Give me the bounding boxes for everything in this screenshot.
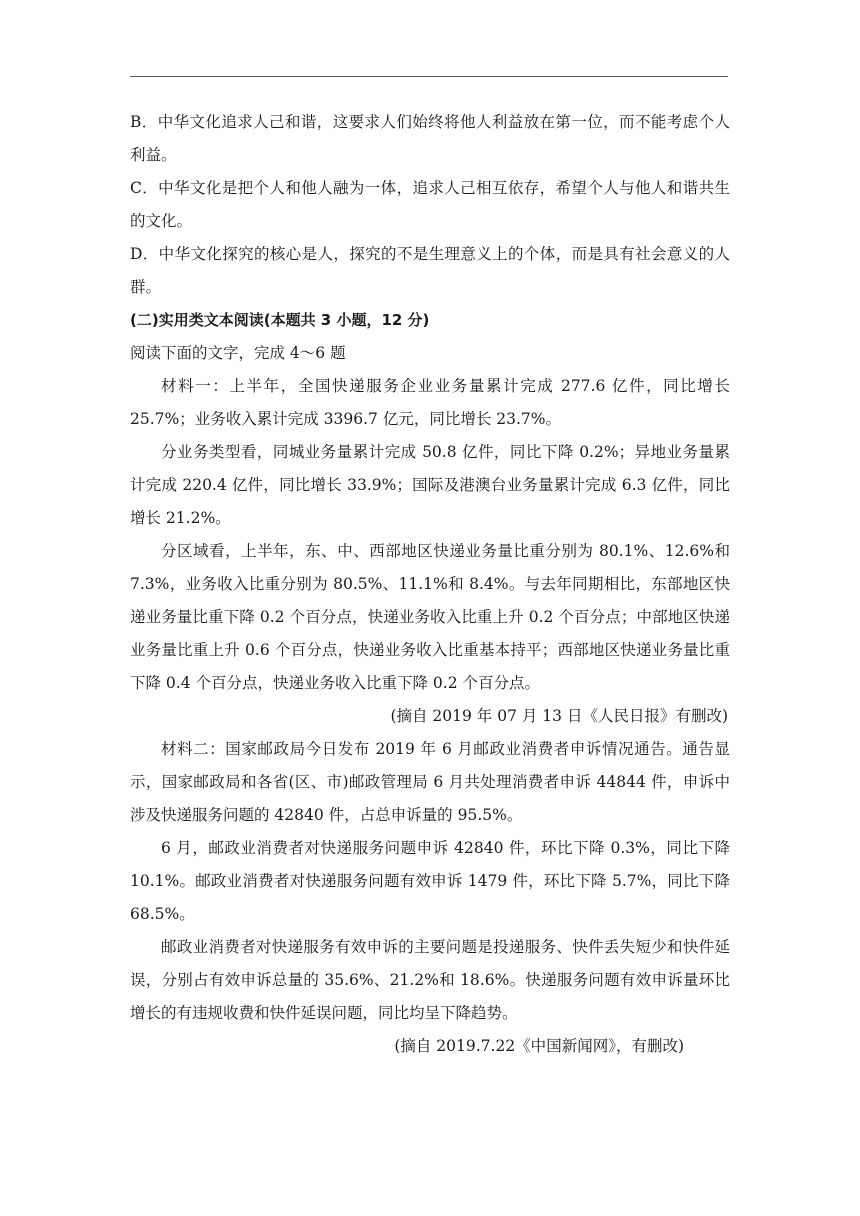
material1-paragraph-3: 分区域看，上半年，东、中、西部地区快递业务量比重分别为 80.1%、12.6%和 7.3%，业务收入比重分别为 80.5%、11.1%和 8.4%。与去年同期相比，东部地区快递业务量比重下降 0.2 个百分点，快递业务收入比重上升 0.2 个百分点；中部地区快递业务量比重上升 0.6 个百分点，快递业务收入比重基本持平；西部地区快递业务量比重下降 0.4 个百分点，快递业务收入比重下降 0.2 个百分点。 <box>130 542 730 692</box>
option-d: D．中华文化探究的核心是人，探究的不是生理意义上的个体，而是具有社会意义的人群。 <box>130 245 730 296</box>
section-heading: (二)实用类文本阅读(本题共 3 小题，12 分) <box>130 311 430 329</box>
option-c: C．中华文化是把个人和他人融为一体，追求人己相互依存，希望个人与他人和谐共生的文化。 <box>130 179 730 230</box>
material2-paragraph-1: 材料二：国家邮政局今日发布 2019 年 6 月邮政业消费者申诉情况通告。通告显示，国家邮政局和各省(区、市)邮政管理局 6 月共处理消费者申诉 44844 件，申诉中涉及快递服务问题的 42840 件，占总申诉量的 95.5%。 <box>130 740 730 824</box>
option-b: B．中华文化追求人己和谐，这要求人们始终将他人利益放在第一位，而不能考虑个人利益。 <box>130 113 730 164</box>
material1-paragraph-2: 分业务类型看，同城业务量累计完成 50.8 亿件，同比下降 0.2%；异地业务量累计完成 220.4 亿件，同比增长 33.9%；国际及港澳台业务量累计完成 6.3 亿件，同比增长 21.2%。 <box>130 443 730 527</box>
document-body <box>130 106 730 1063</box>
material2-source: (摘自 2019.7.22《中国新闻网》，有删改) <box>394 1037 684 1055</box>
material1-source: (摘自 2019 年 07 月 13 日《人民日报》有删改) <box>390 707 728 725</box>
header-rule <box>130 76 728 77</box>
section-instruction: 阅读下面的文字，完成 4～6 题 <box>130 344 346 362</box>
material2-paragraph-3: 邮政业消费者对快递服务有效申诉的主要问题是投递服务、快件丢失短少和快件延误，分别占有效申诉总量的 35.6%、21.2%和 18.6%。快递服务问题有效申诉量环比增长的有违规收费和快件延误问题，同比均呈下降趋势。 <box>130 938 730 1022</box>
material1-paragraph-1: 材料一：上半年，全国快递服务企业业务量累计完成 277.6 亿件，同比增长 25.7%；业务收入累计完成 3396.7 亿元，同比增长 23.7%。 <box>130 377 730 428</box>
material2-paragraph-2: 6 月，邮政业消费者对快递服务问题申诉 42840 件，环比下降 0.3%，同比下降 10.1%。邮政业消费者对快递服务问题有效申诉 1479 件，环比下降 5.7%，同比下降 68.5%。 <box>130 839 730 923</box>
